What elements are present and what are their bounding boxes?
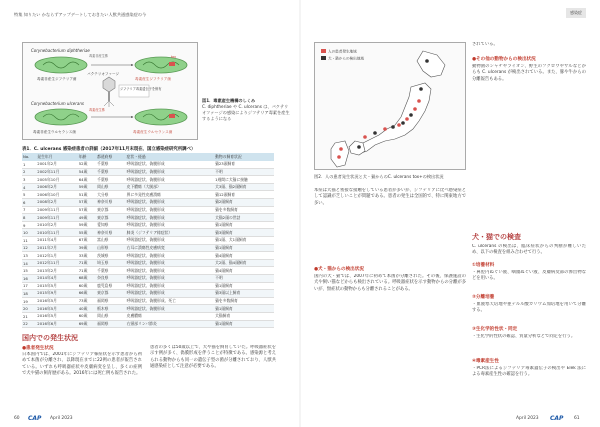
table-cell: 大分県 (96, 191, 126, 199)
table-row (22, 282, 274, 290)
map-legend (321, 49, 364, 61)
table-cell: 54歳 (78, 168, 96, 176)
table-cell: 千葉県 (96, 267, 126, 275)
subhead-sample: ①培養材料 (472, 263, 495, 268)
table-1 (22, 153, 274, 328)
table-cell: 右耳に潰瘍性皮膚病変 (126, 244, 214, 252)
right-page (300, 0, 600, 427)
table-cell: 猫1頭、犬1頭飼育 (214, 237, 274, 245)
table-cell: 3 (22, 176, 36, 184)
table-cell: 不明 (214, 168, 274, 176)
right-issue: April 2023 (516, 416, 539, 421)
figure-2-caption: 図2．人の患者発生状況と犬・猫からのC. ulcerans tox+の検出状況 (314, 174, 444, 179)
table-cell: 猫を多数飼育 (214, 206, 274, 214)
table-cell: 猫を多数飼育 (214, 297, 274, 305)
right-body-column-top: 本症は犬猫と密接な接触をしている患者が多いが、ジフテリアに比べ感染症として認識が乏しいことが問題である。患者の発生は全国的で、特に関東地方で多い。 (314, 188, 466, 206)
table-cell: 1週間に犬猫に接触 (214, 176, 274, 184)
label-toxin-neg: 毒素非産生株 (89, 54, 109, 58)
table-row (22, 312, 274, 320)
table-cell: 猫3頭飼育 (214, 229, 274, 237)
table-cell: 71歳 (78, 267, 96, 275)
table-cell: 2 (22, 168, 36, 176)
table-row (22, 221, 274, 229)
table-row (22, 290, 274, 298)
table-cell: 福岡県 (96, 320, 126, 328)
table-cell: 11 (22, 237, 36, 245)
running-header: 特集 知りたい かならずアップデートしておきたい人獣共通感染症の今 (14, 12, 147, 17)
table-cell: 2016年5月 (36, 312, 77, 320)
table-cell: 肺炎（ジフテリア様症状） (126, 229, 214, 237)
table-cell: 2006年2月 (36, 183, 77, 191)
table-cell: 呼吸器症状、偽膜形成 (126, 290, 214, 298)
table-cell: 20 (22, 305, 36, 313)
subhead-isolation: ②分離培養 (472, 295, 495, 300)
table-cell: 2009年11月 (36, 214, 77, 222)
table-header-cell: No. (22, 153, 36, 161)
table-cell: 2005年10月 (36, 176, 77, 184)
table-cell: 鹿児島県 (96, 282, 126, 290)
label-strain-pos-b: 毒素産生ウルセランス菌 (133, 130, 173, 134)
label-organism-b: Corynebacterium ulcerans (31, 101, 84, 106)
table-cell: 右頸部リンパ節炎 (126, 320, 214, 328)
bacterium-a-neg (35, 57, 87, 73)
right-page-number: 61 (574, 416, 580, 421)
table-cell: 2012年1月 (36, 252, 77, 260)
table-cell: 60歳 (78, 282, 96, 290)
bacterium-b-neg (35, 109, 87, 125)
table-row (22, 214, 274, 222)
table-cell: 猫4頭飼育 (214, 252, 274, 260)
right-col-sample: ・鼻腔内ぬぐい液、咽頭ぬぐい液、皮膚病変部の滲出物などを用いる。 (472, 270, 586, 282)
table-cell: 49歳 (78, 214, 96, 222)
label-phage2: ジフテリア毒素遺伝子を保有 (120, 87, 162, 91)
table-row (22, 237, 274, 245)
bacterium-a-pos (135, 57, 187, 73)
left-issue: April 2023 (50, 416, 73, 421)
table-cell: 呼吸器症状、偽膜形成 (126, 237, 214, 245)
label-strain-pos-a: 毒素産生ジフテリア菌 (135, 77, 171, 81)
table-cell: 57歳 (78, 206, 96, 214)
table-cell: 1 (22, 161, 36, 169)
left-page-number: 60 (14, 416, 20, 421)
table-cell: 6 (22, 199, 36, 207)
table-header-row (22, 153, 274, 161)
table-row (22, 161, 274, 169)
table-cell: 2016年5月 (36, 305, 77, 313)
table-cell: 2010年2月 (36, 221, 77, 229)
table-cell: 64歳 (78, 176, 96, 184)
table-cell: 22 (22, 320, 36, 328)
table-cell: 神奈川県 (96, 229, 126, 237)
left-body-column-2: 患者の多くは50歳以上で、犬や猫を飼育していた。呼吸器症状を示す例が多く、偽膜形成を伴うことが特徴である。感染源と考えられる動物からも同一の遺伝子型の菌が分離されており、人獣共通感染症として注意が必要である。 (150, 345, 276, 370)
table-cell: 不明 (214, 275, 274, 283)
table-cell: 2002年11月 (36, 168, 77, 176)
table-cell: 呼吸器症状、偽膜形成 (126, 282, 214, 290)
table-cell: 2014年4月 (36, 275, 77, 283)
figure-1 (22, 42, 198, 140)
subhead-identification: ③生化学的性状・同定 (472, 327, 518, 332)
label-phage: バクテリオファージ (87, 72, 120, 76)
table-cell: 猫23頭飼育 (214, 161, 274, 169)
right-body-column-mid: 国内の犬・猫では、2007年に初めて本菌が分離された。その後、保護施設の犬や飼い猫などからも検出されている。呼吸器症状を示す動物からの分離が多いが、無症状の動物からも分離されることがある。 (314, 274, 466, 292)
table-cell: 東京都 (96, 206, 126, 214)
table-cell: 猫1頭飼育 (214, 282, 274, 290)
table-cell: 2016年6月 (36, 320, 77, 328)
table-body (22, 161, 274, 328)
table-cell: 福岡県 (96, 297, 126, 305)
table-cell: 栃木県 (96, 305, 126, 313)
table-cell: 岡山県 (96, 183, 126, 191)
table-cell: 2008年2月 (36, 199, 77, 207)
table-row (22, 320, 274, 328)
table-cell: 2001年2月 (36, 161, 77, 169)
table-cell: 71歳 (78, 259, 96, 267)
table-cell: 73歳 (78, 297, 96, 305)
table-cell: 16 (22, 275, 36, 283)
table-cell: 千葉県 (96, 176, 126, 184)
right-col-toxin: ・PCR法によるジフテリア毒素遺伝子の検出や Elek 法による毒素産生性の確認を行う。 (472, 366, 586, 378)
table-cell: 39歳 (78, 244, 96, 252)
table-header-cell: 症状・経過 (126, 153, 214, 161)
table-cell: 2013年2月 (36, 267, 77, 275)
table-cell: 69歳 (78, 320, 96, 328)
table-cell: 茨城県 (96, 252, 126, 260)
table-cell: 33歳 (78, 252, 96, 260)
table-cell: 猫2頭飼育 (214, 199, 274, 207)
left-brand-logo: CAP (28, 415, 42, 422)
subhead-dogs-cats: ●犬・猫からの検出状況 (314, 267, 364, 272)
table-cell: 40歳 (78, 305, 96, 313)
table-cell: 55歳 (78, 229, 96, 237)
label-strain-neg-b: 毒素非産生ウルセランス菌 (33, 130, 76, 134)
table-cell: 呼吸器症状、偽膜形成、死亡 (126, 297, 214, 305)
table-cell: 千葉県 (96, 168, 126, 176)
table-cell: 14 (22, 259, 36, 267)
table-cell: 神奈川県 (96, 199, 126, 207)
table-cell: 犬猫2頭の世話 (214, 214, 274, 222)
table-row (22, 168, 274, 176)
table-header-cell: 動物の飼育状況 (214, 153, 274, 161)
section-title-domestic: 国内での発生状況 (22, 334, 78, 342)
right-col-testing-intro: C. ulcerans の検出は、臨床症状からの判断が難しいため、以下の検査を組み合わせて行う。 (472, 244, 586, 256)
table-header-cell: 発生年月 (36, 153, 77, 161)
table-cell: 57歳 (78, 199, 96, 207)
label-organism-a: Corynebacterium diphtheriae (31, 48, 90, 53)
table-row (22, 199, 274, 207)
label-toxin-pos: 毒素産生株 (89, 108, 105, 112)
legend-human: 人の患者発生地域 (328, 49, 357, 54)
table-cell: 呼吸器症状、偽膜形成 (126, 259, 214, 267)
table-row (22, 183, 274, 191)
table-cell: 千葉県 (96, 161, 126, 169)
table-cell: 岡山県 (96, 312, 126, 320)
table-cell: 呼吸器症状、偽膜形成 (126, 176, 214, 184)
table-cell: 2006年10月 (36, 191, 77, 199)
phage-icon (103, 77, 115, 107)
table-row (22, 252, 274, 260)
table-cell: 猫3頭以上飼育 (214, 290, 274, 298)
table-cell: 東京都 (96, 214, 126, 222)
table-row (22, 244, 274, 252)
table-cell: 猫1頭飼育 (214, 320, 274, 328)
table-cell: 2011年7月 (36, 244, 77, 252)
table-cell: 呼吸器症状、偽膜形成 (126, 221, 214, 229)
table-1-title: 表1．C. ulcerans 感染症患者の詳細（2017年11月末現在、国立感染症研究所調べ） (22, 147, 196, 152)
table-cell: 18 (22, 290, 36, 298)
table-cell: 17 (22, 282, 36, 290)
table-row (22, 176, 274, 184)
bacterium-b-pos (135, 109, 187, 125)
table-cell: 呼吸器症状、偽膜形成 (126, 206, 214, 214)
right-col-identification: ・生化学的性状の確認、質量分析などで同定を行う。 (472, 334, 576, 339)
table-cell: 富山県 (96, 237, 126, 245)
subhead-toxin: ④毒素産生性 (472, 359, 499, 364)
figure-1-caption-body: C. diphtheriae や C. ulcerans は、バクテリオファージの感染によりジフテリア毒素を産生するようになる (202, 104, 290, 121)
map-markers (337, 59, 429, 159)
table-cell: 山形県 (96, 244, 126, 252)
table-cell: 9 (22, 221, 36, 229)
right-col-isolation: ・血液寒天培地や亜テルル酸カリウム加培地を用いて分離する。 (472, 302, 586, 314)
table-cell: 猫12頭飼育 (214, 191, 274, 199)
figure-2-map (315, 43, 467, 171)
table-cell: 猫1頭飼育 (214, 244, 274, 252)
table-cell: 呼吸器症状、偽膜形成 (126, 252, 214, 260)
section-title-testing: 犬・猫での検査 (472, 233, 521, 241)
table-cell: 5 (22, 191, 36, 199)
table-cell: 奈良県 (96, 275, 126, 283)
table-cell: 2010年11月 (36, 229, 77, 237)
table-cell: 19 (22, 297, 36, 305)
table-cell: 犬3頭、猫2頭飼育 (214, 183, 274, 191)
table-cell: 2011年4月 (36, 237, 77, 245)
table-row (22, 191, 274, 199)
right-col-continued: されている。 (472, 42, 498, 47)
table-cell: 13 (22, 252, 36, 260)
table-row (22, 206, 274, 214)
table-cell: 皮膚膿瘍 (126, 312, 214, 320)
table-cell: 呼吸器症状、偽膜形成 (126, 161, 214, 169)
left-body-column-1: 日本国内では、2001年にジフテリア様症状を示す患者から初めて本菌が分離され、以降現在までに22例の患者が報告されている。いずれも呼吸器症状や皮膚病変を呈し、多くの症例で犬や猫の飼育歴がある。2016年には死亡例も報告された。 (22, 352, 142, 377)
table-cell: 15 (22, 267, 36, 275)
table-cell: 4 (22, 183, 36, 191)
table-cell: 犬2頭、猫4頭飼育 (214, 259, 274, 267)
table-cell: 2009年11月 (36, 206, 77, 214)
label-tox-gene: tox (171, 55, 176, 59)
table-cell: 60歳 (78, 312, 96, 320)
table-cell: 犬猫飼育 (214, 312, 274, 320)
table-cell: 2016年5月 (36, 297, 77, 305)
table-cell: 67歳 (78, 237, 96, 245)
table-cell: 10 (22, 229, 36, 237)
table-cell: 呼吸器症状、偽膜形成 (126, 199, 214, 207)
label-strain-neg-a: 毒素非産生ジフテリア菌 (37, 77, 77, 81)
table-cell: 51歳 (78, 191, 96, 199)
table-cell: 愛知県 (96, 221, 126, 229)
table-cell: 21 (22, 312, 36, 320)
legend-animal: 犬・猫からの検出地域 (328, 56, 364, 61)
table-cell: 猫1頭飼育 (214, 305, 274, 313)
table-row (22, 305, 274, 313)
table-cell: 52歳 (78, 161, 96, 169)
table-row (22, 267, 274, 275)
table-row (22, 259, 274, 267)
japan-map (331, 51, 445, 167)
table-cell: 呼吸器症状、偽膜形成 (126, 305, 214, 313)
table-cell: 2012年11月 (36, 259, 77, 267)
section-tab: 感染症 (566, 8, 586, 18)
right-brand-logo: CAP (550, 415, 564, 422)
table-cell: 東京都 (96, 290, 126, 298)
table-cell: 鼻に多発性皮膚潰瘍 (126, 191, 214, 199)
figure-1-caption (202, 98, 292, 122)
figure-2 (314, 42, 466, 170)
table-row (22, 297, 274, 305)
table-header-cell: 年齢 (78, 153, 96, 161)
table-cell: 12 (22, 244, 36, 252)
table-cell: 呼吸器症状、偽膜形成 (126, 267, 214, 275)
table-cell: 埼玉県 (96, 259, 126, 267)
figure-1-caption-title: 図1．毒素産生機構のしくみ (202, 98, 256, 103)
table-row (22, 229, 274, 237)
table-cell: 皮下膿瘍（大腿部） (126, 183, 214, 191)
table-row (22, 275, 274, 283)
table-cell: 2015年9月 (36, 290, 77, 298)
table-cell: 呼吸器症状、偽膜形成 (126, 168, 214, 176)
table-cell: 呼吸器症状、偽膜形成 (126, 214, 214, 222)
table-cell: 猫1頭飼育 (214, 221, 274, 229)
table-cell: 2015年5月 (36, 282, 77, 290)
table-cell: 66歳 (78, 290, 96, 298)
subhead-other-animals: ●その他の動物からの検出状況 (472, 57, 536, 62)
table-cell: 呼吸器症状、偽膜形成 (126, 275, 214, 283)
table-cell: 59歳 (78, 221, 96, 229)
figure-1-diagram (23, 43, 199, 141)
table-cell: 8 (22, 214, 36, 222)
table-cell: 猫4頭飼育 (214, 267, 274, 275)
table-cell: 7 (22, 206, 36, 214)
subhead-patients: ●患者発生状況 (22, 346, 54, 351)
right-col-other-animals: 動物園のシャチやライオン、野生のフクロウやサルなどからも C. ulcerans が検出されている。また、豚や牛からの分離報告もある。 (472, 64, 586, 82)
table-cell: 68歳 (78, 275, 96, 283)
table-cell: 59歳 (78, 183, 96, 191)
table-header-cell: 都道府県 (96, 153, 126, 161)
